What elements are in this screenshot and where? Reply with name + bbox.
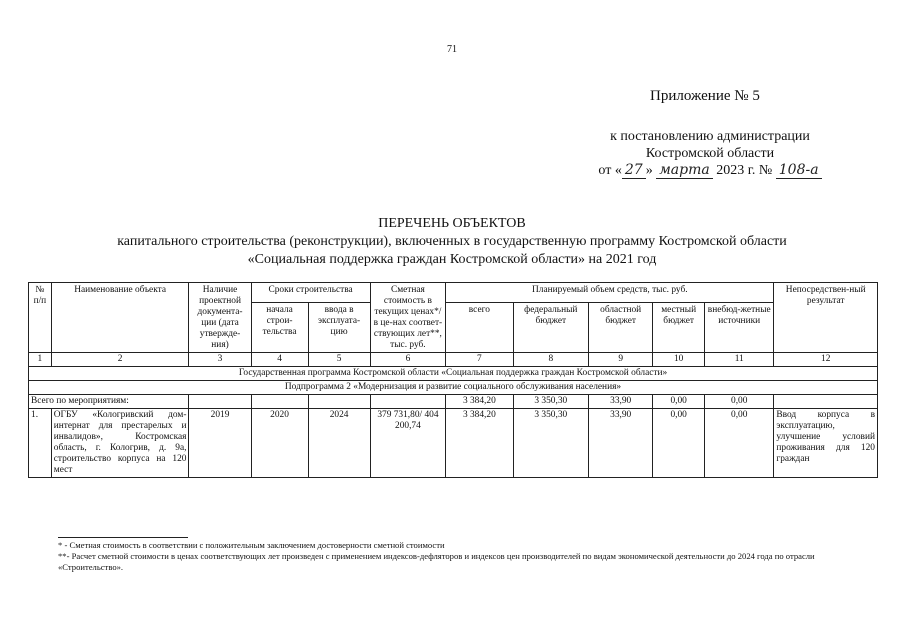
- object-federal: 3 350,30: [513, 409, 589, 478]
- header-result: Непосредствен-ный результат: [774, 283, 878, 353]
- total-label: Всего по мероприятиям:: [29, 395, 189, 409]
- object-start: 2020: [251, 409, 308, 478]
- header-name: Наименование объекта: [51, 283, 189, 353]
- decree-date-line: [560, 162, 860, 179]
- header-total: всего: [446, 303, 513, 353]
- object-cost: 379 731,80/ 404 200,74: [370, 409, 446, 478]
- header-federal: федеральный бюджет: [513, 303, 589, 353]
- objects-table: [28, 282, 878, 478]
- column-number: 8: [513, 353, 589, 367]
- object-result: Ввод корпуса в эксплуатацию, улучшение условий проживания для 120 граждан: [774, 409, 878, 478]
- object-docs: 2019: [189, 409, 251, 478]
- column-number: 2: [51, 353, 189, 367]
- total-row: [29, 395, 878, 409]
- column-number: 9: [589, 353, 653, 367]
- total-federal: 3 350,30: [513, 395, 589, 409]
- subprogram-title: Подпрограмма 2 «Модернизация и развитие социального обслуживания населения»: [29, 381, 878, 395]
- header-terms: Сроки строительства: [251, 283, 370, 303]
- header-extra: внебюд-жетные источники: [705, 303, 774, 353]
- page-number: 71: [447, 44, 457, 55]
- decree-reference: [560, 128, 860, 179]
- header-regional: областной бюджет: [589, 303, 653, 353]
- object-regional: 33,90: [589, 409, 653, 478]
- object-row: [29, 409, 878, 478]
- header-row-1: [29, 283, 878, 303]
- header-cost: Сметная стоимость в текущих ценах*/в це-нах соответ-ствующих лет**, тыс. руб.: [370, 283, 446, 353]
- column-number: 3: [189, 353, 251, 367]
- decree-day: 27: [622, 162, 646, 179]
- object-extra: 0,00: [705, 409, 774, 478]
- column-number: 5: [308, 353, 370, 367]
- header-num: № п/п: [29, 283, 52, 353]
- column-number: 4: [251, 353, 308, 367]
- object-num: 1.: [29, 409, 52, 478]
- footnote-2: **- Расчет сметной стоимости в ценах соответствующих лет произведен с применением индексов-дефляторов и индексов цен производителей по видам экономической деятельности до 2024 года по отрасли «Строительство».: [58, 551, 815, 572]
- column-number: 10: [653, 353, 705, 367]
- appendix-title: Приложение № 5: [650, 88, 760, 104]
- column-number: 11: [705, 353, 774, 367]
- header-docs: Наличие проектной документа-ции (дата утвержде-ния): [189, 283, 251, 353]
- decree-line-2: Костромской области: [645, 146, 775, 161]
- heading-line-2: капитального строительства (реконструкции), включенных в государственную программу Костромской области: [117, 234, 787, 249]
- subprogram-row: [29, 381, 878, 395]
- column-number: 6: [370, 353, 446, 367]
- total-regional: 33,90: [589, 395, 653, 409]
- object-commission: 2024: [308, 409, 370, 478]
- object-local: 0,00: [653, 409, 705, 478]
- program-title: Государственная программа Костромской области «Социальная поддержка граждан Костромской области»: [29, 367, 878, 381]
- total-sum: 3 384,20: [446, 395, 513, 409]
- object-name: ОГБУ «Кологривский дом-интернат для престарелых и инвалидов», Костромская область, г. Кологрив, д. 9а, строительство корпуса на 120 мест: [51, 409, 189, 478]
- column-number: 7: [446, 353, 513, 367]
- decree-number: 108-а: [776, 162, 822, 179]
- footnotes: [58, 540, 858, 573]
- decree-line-1: к постановлению администрации: [610, 129, 810, 144]
- object-total: 3 384,20: [446, 409, 513, 478]
- decree-month: марта: [656, 162, 713, 179]
- program-row: [29, 367, 878, 381]
- decree-mid: »: [645, 163, 653, 178]
- column-number: 12: [774, 353, 878, 367]
- header-commission: ввода в эксплуата-цию: [308, 303, 370, 353]
- footnote-divider: [58, 537, 188, 538]
- total-local: 0,00: [653, 395, 705, 409]
- header-local: местный бюджет: [653, 303, 705, 353]
- header-start: начала строи-тельства: [251, 303, 308, 353]
- footnote-1: * - Сметная стоимость в соответствии с положительным заключением достоверности сметной стоимости: [58, 540, 445, 550]
- column-number-row: [29, 353, 878, 367]
- document-heading: [0, 215, 904, 269]
- decree-year-no: 2023 г. №: [716, 163, 773, 178]
- decree-prefix: от «: [598, 163, 622, 178]
- total-extra: 0,00: [705, 395, 774, 409]
- header-funds: Планируемый объем средств, тыс. руб.: [446, 283, 774, 303]
- column-number: 1: [29, 353, 52, 367]
- heading-line-3: «Социальная поддержка граждан Костромской области» на 2021 год: [247, 252, 657, 267]
- heading-title: ПЕРЕЧЕНЬ ОБЪЕКТОВ: [378, 216, 526, 231]
